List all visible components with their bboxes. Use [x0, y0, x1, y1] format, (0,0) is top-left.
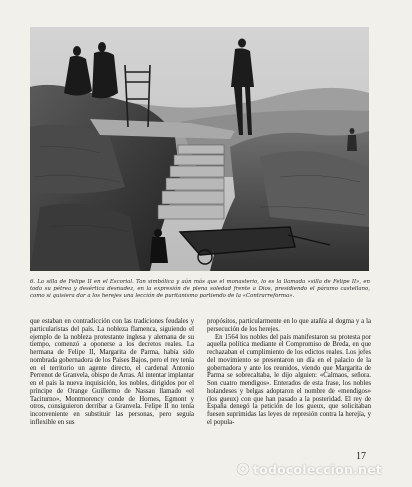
- watermark: [236, 460, 406, 478]
- left-text-column: [30, 318, 194, 427]
- page-number: 17: [356, 451, 366, 462]
- right-paragraph-2: En 1564 los nobles del país manifestaron su protesta por aquella política mediante el Compromiso de Breda, en que rechazaban el cumplimiento de los edictos reales. Los jefes del movimiento se presentaron un día en el palacio de la gobernadora y ante los reunidos, viendo que Margarita de Parma se sobrecaltaba, le dijo alguien: «Calmaos, señora. Son cuatro mendigos». Enterados de esta frase, los nobles holandeses y belgas adoptaron el nombre de «mendigos» (los gueux) con que han pasado a la posteridad. El rey de España denegó la petición de los gueux, que solicitaban fuesen suprimidas las leyes de represión contra la herejía, y el popula-: [207, 333, 371, 426]
- right-text-column: [207, 318, 371, 427]
- left-paragraph: que estaban en contradicción con las tradiciones feudales y particularistas del país. La nobleza flamenca, siguiendo el ejemplo de la nobleza protestante inglesa y alemana de su tiempo, comenzó a oponerse a los decretos reales. La hermana de Felipe II, Margarita de Parma, había sido nombrada gobernadora de los Países Bajos, pero el rey tenía en el territorio un agente directo, el cardenal Antonio Perrenot de Granvela, obispo de Arras. Al intentar implantar en el país la nueva inquisición, los nobles, dirigidos por el príncipe de Orange Guillermo de Nassau llamado «el Taciturno», Montmorency conde de Hornes, Egmont y otros, consiguieron derribar a Granvela. Felipe II no tenía inconveniente en substituir las personas, pero seguía inflexible en sus: [30, 318, 194, 426]
- photograph-silla-de-felipe-ii: [30, 27, 369, 271]
- watermark-logo-icon: [236, 462, 250, 476]
- right-paragraph-1: propósitos, particularmente en lo que atañía al dogma y a la persecución de los herejes.: [207, 318, 371, 333]
- watermark-text: todocoleccion.net: [253, 461, 382, 477]
- photo-caption: 6. La silla de Felipe II en el Escorial. Tan simbólica y aún más que el monasterio, lo es la llamada «silla de Felipe II», en toda su pétrea y desértica desnudez, en la expresión de plena soledad frente a Dios, presidiendo el páramo castellano, como si quisiera dar a los herejes una lección de puritanismo partiendo de la «Contrarreforma».: [30, 279, 370, 299]
